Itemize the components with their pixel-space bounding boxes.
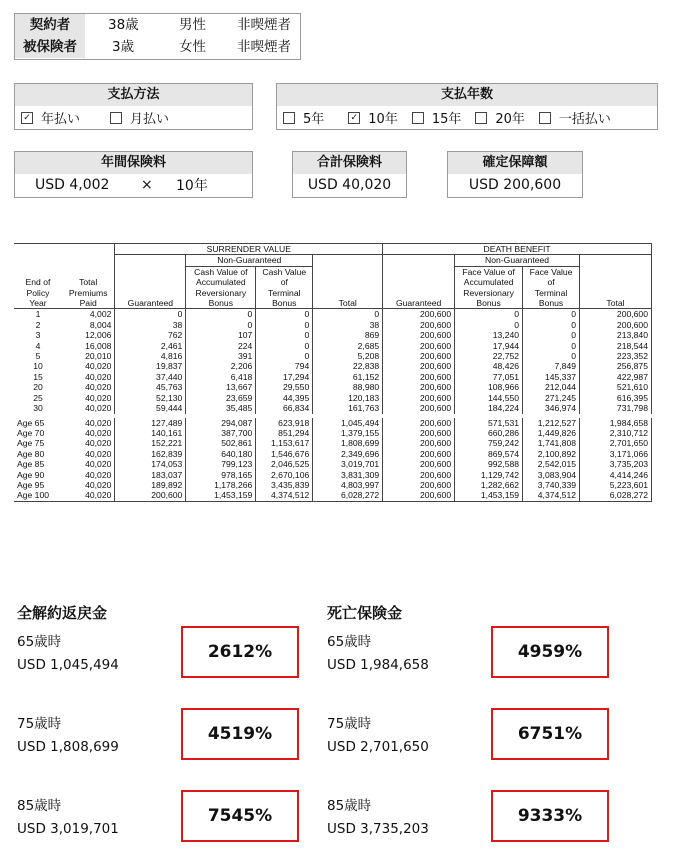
table-cell: 223,352 <box>580 351 652 361</box>
table-cell: 40,020 <box>85 371 112 382</box>
table-cell: 2,206 <box>186 361 256 371</box>
table-cell: 200,600 <box>115 490 186 501</box>
table-cell: 200,600 <box>383 480 455 490</box>
guaranteed-title: 確定保障額 <box>448 152 582 174</box>
table-cell: 22,752 <box>455 351 523 361</box>
payment-method-box <box>14 83 253 130</box>
table-cell: 6,028,272 <box>313 490 383 501</box>
years-20-checkbox[interactable] <box>475 112 487 124</box>
table-cell: 0 <box>186 320 256 330</box>
surrender-age-65: 65歳時 <box>17 634 62 650</box>
table-cell: 3,019,701 <box>313 459 383 469</box>
table-cell: 0 <box>256 341 313 351</box>
table-cell: 5,223,601 <box>580 480 652 490</box>
years-20-label: 20年 <box>495 111 525 127</box>
surrender-age-75: 75歳時 <box>17 716 62 732</box>
table-cell: 2,100,892 <box>523 449 580 459</box>
col-death-total: Total <box>580 266 652 309</box>
table-cell: 38 <box>313 320 383 330</box>
death-summary-title: 死亡保険金 <box>327 604 403 622</box>
table-cell: 37,440 <box>115 372 186 382</box>
table-cell: 7,849 <box>523 361 580 371</box>
illustration-table <box>14 243 652 502</box>
table-cell: 391 <box>186 351 256 361</box>
table-body-years <box>14 309 652 414</box>
table-cell: 0 <box>256 320 313 330</box>
table-cell: 3,831,309 <box>313 470 383 480</box>
row-year-cell: 2 <box>35 319 41 330</box>
payment-years-box <box>276 83 658 130</box>
table-cell: 40,020 <box>85 469 112 480</box>
table-cell: 189,892 <box>115 480 186 490</box>
insured-age: 3歳 <box>112 39 135 55</box>
monthly-label: 月払い <box>130 111 170 127</box>
table-cell: 200,600 <box>383 330 455 340</box>
table-cell: 1,449,826 <box>523 428 580 438</box>
table-cell: 19,837 <box>115 361 186 371</box>
row-year-cell: Age 65 <box>17 417 45 428</box>
table-cell: 978,165 <box>186 470 256 480</box>
table-cell: 521,610 <box>580 382 652 392</box>
row-year-cell: Age 95 <box>17 479 45 490</box>
table-cell: 22,838 <box>313 361 383 371</box>
table-cell: 127,489 <box>115 418 186 428</box>
table-cell: 40,020 <box>85 417 112 428</box>
table-cell: 13,667 <box>186 382 256 392</box>
death-pct-65: 4959% <box>491 626 609 678</box>
lump-sum-checkbox[interactable] <box>539 112 551 124</box>
years-5-label: 5年 <box>303 111 325 127</box>
table-cell: 616,395 <box>580 393 652 403</box>
table-cell: 1,453,159 <box>186 490 256 501</box>
table-cell: 200,600 <box>383 341 455 351</box>
row-year-cell: 25 <box>33 392 43 403</box>
payment-years-title: 支払年数 <box>277 84 657 106</box>
table-cell: 422,987 <box>580 372 652 382</box>
contractor-smoker: 非喫煙者 <box>237 17 291 33</box>
table-cell: 200,600 <box>383 403 455 413</box>
row-year-cell: Age 80 <box>17 448 45 459</box>
surrender-value-header: SURRENDER VALUE <box>115 244 383 255</box>
table-cell: 61,152 <box>313 372 383 382</box>
table-cell: 40,020 <box>85 459 112 470</box>
table-cell: 88,980 <box>313 382 383 392</box>
table-cell: 13,240 <box>455 330 523 340</box>
row-year-cell: 10 <box>33 361 43 372</box>
table-cell: 2,349,696 <box>313 449 383 459</box>
col-cash-reversionary: Cash Value of Accumulated Reversionary Bonus <box>186 266 256 309</box>
insured-label: 被保険者 <box>15 36 85 58</box>
table-cell: 623,918 <box>256 418 313 428</box>
table-row <box>14 470 652 480</box>
table-cell: 200,600 <box>383 361 455 371</box>
table-cell: 200,600 <box>383 470 455 480</box>
table-cell: 183,037 <box>115 470 186 480</box>
row-year-cell: Age 90 <box>17 469 45 480</box>
table-cell: 200,600 <box>383 393 455 403</box>
table-cell: 20,010 <box>85 351 112 362</box>
table-cell: 4,803,997 <box>313 480 383 490</box>
table-cell: 184,224 <box>455 403 523 413</box>
contractor-label: 契約者 <box>15 14 85 36</box>
table-cell: 200,600 <box>580 309 652 320</box>
table-cell: 3,735,203 <box>580 459 652 469</box>
table-cell: 1,808,699 <box>313 438 383 448</box>
table-cell: 256,875 <box>580 361 652 371</box>
table-cell: 12,006 <box>85 330 112 341</box>
table-cell: 1,153,617 <box>256 438 313 448</box>
table-cell: 48,426 <box>455 361 523 371</box>
total-premium-title: 合計保険料 <box>293 152 406 174</box>
table-cell: 224 <box>186 341 256 351</box>
table-cell: 200,600 <box>580 320 652 330</box>
table-row <box>14 428 652 438</box>
table-cell: 45,763 <box>115 382 186 392</box>
table-cell: 387,700 <box>186 428 256 438</box>
table-cell: 294,087 <box>186 418 256 428</box>
table-cell: 4,816 <box>115 351 186 361</box>
table-cell: 40,020 <box>85 427 112 438</box>
table-cell: 200,600 <box>383 449 455 459</box>
table-cell: 200,600 <box>383 372 455 382</box>
table-cell: 40,020 <box>62 490 115 501</box>
row-year-cell: 5 <box>35 351 41 362</box>
row-year-cell: 15 <box>33 371 43 382</box>
table-cell: 1,453,159 <box>455 490 523 501</box>
table-cell: 2,542,015 <box>523 459 580 469</box>
years-10-label: 10年 <box>368 111 398 127</box>
table-cell: 1,045,494 <box>313 418 383 428</box>
table-cell: 4,374,512 <box>523 490 580 501</box>
insured-row-contractor <box>15 14 299 36</box>
row-year-cell: 4 <box>35 340 41 351</box>
death-amount-75: USD 2,701,650 <box>327 739 429 755</box>
table-cell: 1,546,676 <box>256 449 313 459</box>
table-cell: 145,337 <box>523 372 580 382</box>
table-cell: 200,600 <box>383 351 455 361</box>
table-cell: 16,008 <box>85 340 112 351</box>
table-cell: 140,161 <box>115 428 186 438</box>
insured-row-insured <box>15 36 299 58</box>
table-row <box>14 341 652 351</box>
table-cell: 152,221 <box>115 438 186 448</box>
table-cell: 40,020 <box>85 392 112 403</box>
table-cell: 0 <box>523 320 580 330</box>
table-cell: 200,600 <box>383 418 455 428</box>
annual-checkbox[interactable]: ✓ <box>21 112 33 124</box>
table-cell: 571,531 <box>455 418 523 428</box>
death-non-guaranteed: Non-Guaranteed <box>455 255 580 266</box>
col-total-premiums: Total Premiums Paid <box>62 266 115 309</box>
table-row <box>14 361 652 371</box>
table-cell: 200,600 <box>383 320 455 330</box>
annual-premium-years: 10年 <box>176 178 208 194</box>
table-cell: 0 <box>186 309 256 320</box>
table-cell: 213,840 <box>580 330 652 340</box>
total-premium-box <box>292 151 407 198</box>
table-cell: 29,550 <box>256 382 313 392</box>
table-row <box>14 382 652 392</box>
table-cell: 17,294 <box>256 372 313 382</box>
table-cell: 3,171,066 <box>580 449 652 459</box>
surrender-age-85: 85歳時 <box>17 798 62 814</box>
row-year-cell: Age 100 <box>14 490 62 501</box>
table-cell: 6,028,272 <box>580 490 652 501</box>
guaranteed-box <box>447 151 583 198</box>
table-cell: 77,051 <box>455 372 523 382</box>
table-cell: 40,020 <box>85 479 112 490</box>
table-cell: 0 <box>256 309 313 320</box>
row-year-cell: 30 <box>33 403 43 414</box>
table-row <box>14 438 652 448</box>
death-amount-65: USD 1,984,658 <box>327 657 429 673</box>
table-cell: 1,282,662 <box>455 480 523 490</box>
table-cell: 108,966 <box>455 382 523 392</box>
surrender-non-guaranteed: Non-Guaranteed <box>186 255 313 266</box>
table-cell: 0 <box>455 309 523 320</box>
death-pct-85: 9333% <box>491 790 609 842</box>
col-surrender-guaranteed: Guaranteed <box>115 266 186 309</box>
table-cell: 66,834 <box>256 403 313 413</box>
table-cell: 6,418 <box>186 372 256 382</box>
table-cell: 40,020 <box>85 361 112 372</box>
death-age-65: 65歳時 <box>327 634 372 650</box>
table-cell: 200,600 <box>383 438 455 448</box>
table-cell: 2,670,106 <box>256 470 313 480</box>
table-cell: 640,180 <box>186 449 256 459</box>
table-cell: 212,044 <box>523 382 580 392</box>
table-cell: 2,685 <box>313 341 383 351</box>
table-cell: 799,123 <box>186 459 256 469</box>
table-cell: 40,020 <box>85 448 112 459</box>
row-year-cell: 20 <box>33 382 43 393</box>
monthly-checkbox[interactable] <box>110 112 122 124</box>
table-row <box>14 309 652 320</box>
table-row <box>14 372 652 382</box>
table-row <box>14 393 652 403</box>
table-cell: 0 <box>523 351 580 361</box>
table-cell: 0 <box>523 341 580 351</box>
table-cell: 0 <box>256 351 313 361</box>
table-row <box>14 351 652 361</box>
col-death-guaranteed: Guaranteed <box>383 266 455 309</box>
table-cell: 3,740,339 <box>523 480 580 490</box>
table-cell: 0 <box>256 330 313 340</box>
table-cell: 40,020 <box>85 438 112 449</box>
table-cell: 0 <box>455 320 523 330</box>
total-premium-amount: USD 40,020 <box>307 177 392 193</box>
annual-label: 年払い <box>41 111 81 127</box>
table-cell: 851,294 <box>256 428 313 438</box>
table-cell: 3,083,904 <box>523 470 580 480</box>
surrender-amount-75: USD 1,808,699 <box>17 739 119 755</box>
years-5-checkbox[interactable] <box>283 112 295 124</box>
table-cell: 2,701,650 <box>580 438 652 448</box>
col-face-terminal: Face Value of Terminal Bonus <box>523 266 580 309</box>
table-row <box>14 490 652 501</box>
table-row <box>14 449 652 459</box>
table-cell: 762 <box>115 330 186 340</box>
table-cell: 759,242 <box>455 438 523 448</box>
table-cell: 1,984,658 <box>580 418 652 428</box>
row-year-cell: Age 70 <box>17 427 45 438</box>
table-cell: 218,544 <box>580 341 652 351</box>
table-cell: 4,414,246 <box>580 470 652 480</box>
table-cell: 8,004 <box>89 319 112 330</box>
contractor-gender: 男性 <box>179 17 206 33</box>
table-cell: 200,600 <box>383 428 455 438</box>
table-cell: 2,461 <box>115 341 186 351</box>
table-cell: 4,374,512 <box>256 490 313 501</box>
table-cell: 162,839 <box>115 449 186 459</box>
table-cell: 1,212,527 <box>523 418 580 428</box>
table-cell: 144,550 <box>455 393 523 403</box>
death-amount-85: USD 3,735,203 <box>327 821 429 837</box>
table-cell: 2,046,525 <box>256 459 313 469</box>
table-cell: 35,485 <box>186 403 256 413</box>
table-cell: 794 <box>256 361 313 371</box>
table-cell: 4,002 <box>89 309 112 320</box>
table-cell: 174,053 <box>115 459 186 469</box>
years-15-label: 15年 <box>431 111 462 127</box>
surrender-summary-title: 全解約返戻金 <box>17 604 108 622</box>
table-cell: 200,600 <box>383 382 455 392</box>
surrender-amount-85: USD 3,019,701 <box>17 821 119 837</box>
years-10-checkbox[interactable]: ✓ <box>348 112 360 124</box>
annual-premium-title: 年間保険料 <box>15 152 252 174</box>
table-row <box>14 320 652 330</box>
surrender-pct-75: 4519% <box>181 708 299 760</box>
contractor-age: 38歳 <box>108 17 139 33</box>
table-cell: 0 <box>313 309 383 320</box>
death-pct-75: 6751% <box>491 708 609 760</box>
table-cell: 731,798 <box>580 403 652 413</box>
table-cell: 660,286 <box>455 428 523 438</box>
table-cell: 1,379,155 <box>313 428 383 438</box>
table-cell: 38 <box>115 320 186 330</box>
table-cell: 271,245 <box>523 393 580 403</box>
surrender-amount-65: USD 1,045,494 <box>17 657 119 673</box>
death-age-85: 85歳時 <box>327 798 372 814</box>
table-cell: 40,020 <box>85 403 112 414</box>
table-row <box>14 459 652 469</box>
table-cell: 1,178,266 <box>186 480 256 490</box>
table-cell: 107 <box>186 330 256 340</box>
row-year-cell: Age 85 <box>17 459 45 470</box>
table-row <box>14 330 652 340</box>
table-cell: 44,395 <box>256 393 313 403</box>
table-cell: 346,974 <box>523 403 580 413</box>
row-year-cell: 3 <box>35 330 41 341</box>
row-year-cell: Age 75 <box>17 438 45 449</box>
table-cell: 0 <box>523 309 580 320</box>
col-policy-year: End of Policy Year <box>14 266 62 309</box>
table-cell: 2,310,712 <box>580 428 652 438</box>
insured-info-box <box>14 13 301 60</box>
table-cell: 0 <box>523 330 580 340</box>
insured-gender: 女性 <box>179 39 206 55</box>
table-cell: 120,183 <box>313 393 383 403</box>
col-surrender-total: Total <box>313 266 383 309</box>
col-face-reversionary: Face Value of Accumulated Reversionary Bonus <box>455 266 523 309</box>
table-cell: 200,600 <box>383 490 455 501</box>
lump-sum-label: 一括払い <box>558 111 611 127</box>
table-cell: 869,574 <box>455 449 523 459</box>
table-cell: 200,600 <box>383 309 455 320</box>
table-cell: 1,129,742 <box>455 470 523 480</box>
table-cell: 40,020 <box>85 382 112 393</box>
table-cell: 992,588 <box>455 459 523 469</box>
death-age-75: 75歳時 <box>327 716 372 732</box>
table-cell: 5,208 <box>313 351 383 361</box>
payment-method-title: 支払方法 <box>15 84 252 106</box>
table-cell: 1,741,808 <box>523 438 580 448</box>
death-benefit-header: DEATH BENEFIT <box>383 244 652 255</box>
col-cash-terminal: Cash Value of Terminal Bonus <box>256 266 313 309</box>
table-row <box>14 403 652 413</box>
table-cell: 869 <box>313 330 383 340</box>
years-15-checkbox[interactable] <box>412 112 424 124</box>
table-body-ages <box>14 418 652 502</box>
table-cell: 17,944 <box>455 341 523 351</box>
table-row <box>14 480 652 490</box>
annual-premium-box <box>14 151 253 198</box>
table-cell: 502,861 <box>186 438 256 448</box>
table-row <box>14 418 652 428</box>
table-cell: 200,600 <box>383 459 455 469</box>
surrender-pct-85: 7545% <box>181 790 299 842</box>
guaranteed-amount: USD 200,600 <box>468 177 562 193</box>
table-cell: 59,444 <box>115 403 186 413</box>
table-cell: 3,435,839 <box>256 480 313 490</box>
row-year-cell: 1 <box>35 309 41 320</box>
annual-premium-times: × <box>141 177 153 193</box>
surrender-pct-65: 2612% <box>181 626 299 678</box>
table-cell: 23,659 <box>186 393 256 403</box>
table-cell: 161,763 <box>313 403 383 413</box>
table-cell: 52,130 <box>115 393 186 403</box>
annual-premium-amount: USD 4,002 <box>35 177 110 193</box>
table-cell: 0 <box>115 309 186 320</box>
insured-smoker: 非喫煙者 <box>237 39 291 55</box>
